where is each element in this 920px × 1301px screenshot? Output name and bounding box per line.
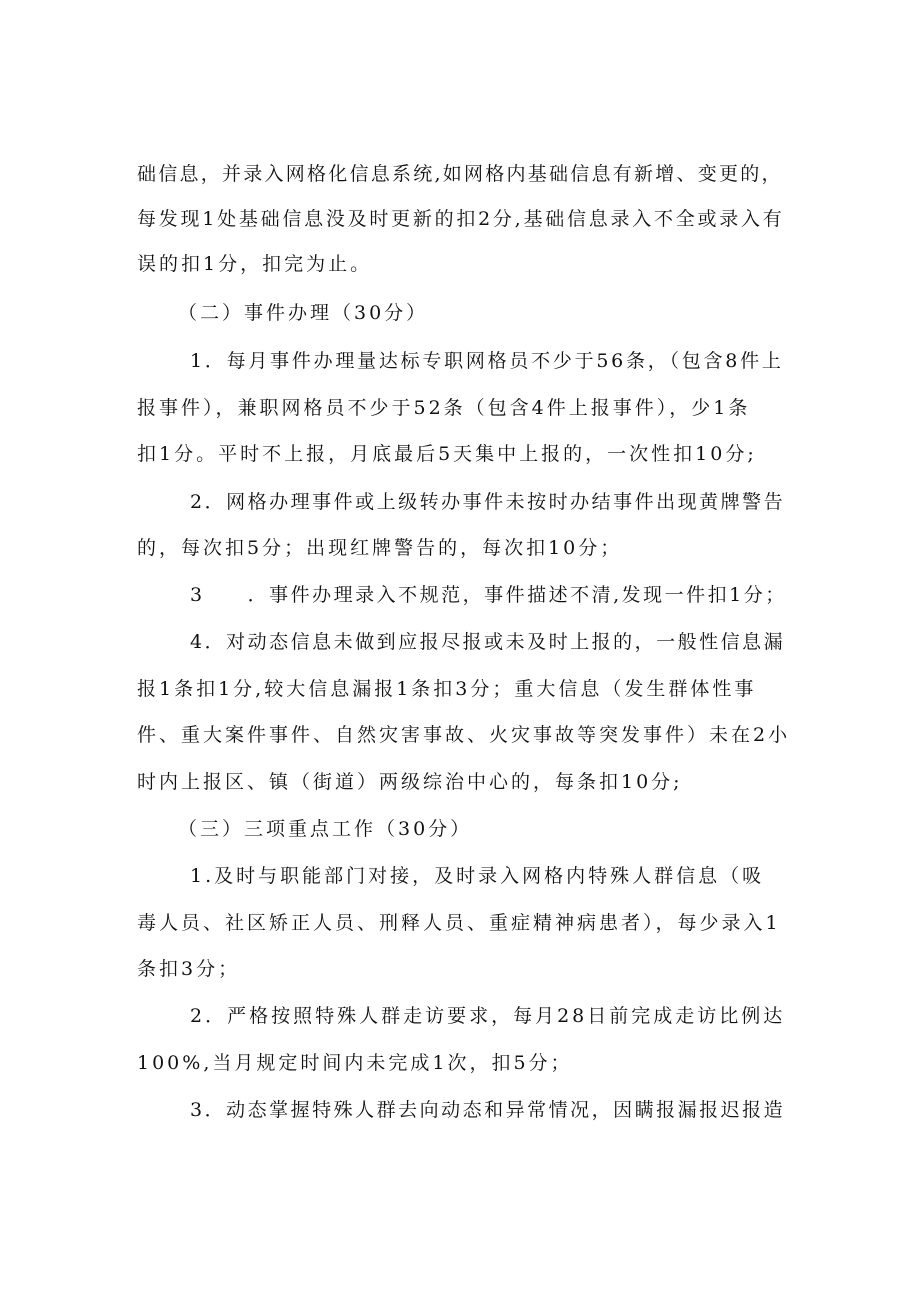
text-line: 2．严格按照特殊人群走访要求，每月28日前完成走访比例达 xyxy=(190,1005,786,1027)
text-line: 1.及时与职能部门对接，及时录入网格内特殊人群信息（吸 xyxy=(190,865,765,887)
text-line: 扣1分。平时不上报，月底最后5天集中上报的，一次性扣10分; xyxy=(137,443,757,465)
text-line: 4．对动态信息未做到应报尽报或未及时上报的，一般性信息漏 xyxy=(190,631,786,653)
section-heading: （三）三项重点工作（30分） xyxy=(178,818,473,840)
section-heading: （二）事件办理（30分） xyxy=(178,302,429,324)
text-line: 误的扣1分，扣完为止。 xyxy=(137,253,373,275)
text-line: 每发现1处基础信息没及时更新的扣2分,基础信息录入不全或录入有 xyxy=(137,208,785,230)
text-line: 础信息，并录入网格化信息系统,如网格内基础信息有新增、变更的， xyxy=(137,163,783,185)
text-line: 条扣3分； xyxy=(137,958,241,980)
text-line: 件、重大案件事件、自然灾害事故、火灾事故等突发事件）未在2小 xyxy=(137,724,791,746)
text-line: 1．每月事件办理量达标专职网格员不少于56条，（包含8件上 xyxy=(190,350,784,372)
text-line: 报1条扣1分,较大信息漏报1条扣3分；重大信息（发生群体性事 xyxy=(137,678,757,700)
text-line: 3 ．事件办理录入不规范，事件描述不清,发现一件扣1分； xyxy=(190,584,787,606)
text-line: 的，每次扣5分；出现红牌警告的，每次扣10分； xyxy=(137,537,623,559)
text-line: 3．动态掌握特殊人群去向动态和异常情况，因瞒报漏报迟报造 xyxy=(190,1099,786,1121)
text-line: 报事件），兼职网格员不少于52条（包含4件上报事件），少1条 xyxy=(137,397,751,419)
text-line: 2．网格办理事件或上级转办事件未按时办结事件出现黄牌警告 xyxy=(190,491,786,513)
text-line: 时内上报区、镇（街道）两级综治中心的，每条扣10分; xyxy=(137,771,683,793)
text-line: 毒人员、社区矫正人员、刑释人员、重症精神病患者），每少录入1 xyxy=(137,912,781,934)
text-line: 100%,当月规定时间内未完成1次，扣5分； xyxy=(137,1052,573,1074)
